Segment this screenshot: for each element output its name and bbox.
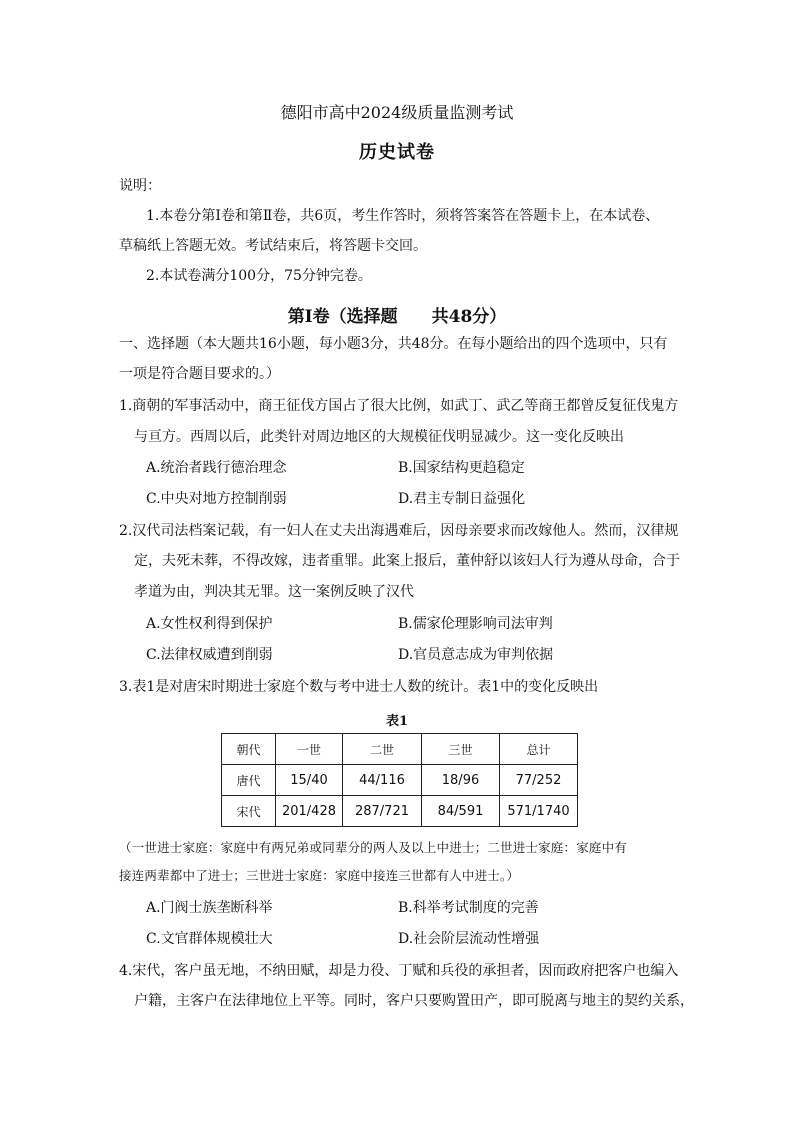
table-header-cell: 朝代: [222, 734, 276, 765]
part-1-title: 第Ⅰ卷（选择题 共48分）: [287, 307, 507, 327]
table-header-cell: 三世: [422, 734, 500, 765]
part-1-intro-line-2: 一项是符合题目要求的。）: [119, 366, 280, 382]
question-1-option-b[interactable]: B.国家结构更趋稳定: [398, 460, 525, 476]
table-row: [222, 765, 578, 796]
question-1-option-d[interactable]: D.君主专制日益强化: [398, 491, 526, 507]
table-cell: 15/40: [276, 765, 343, 796]
question-1-option-c[interactable]: C.中央对地方控制削弱: [146, 491, 287, 507]
table-cell: 201/428: [276, 796, 343, 827]
instruction-item-2: 2.本试卷满分100分，75分钟完卷。: [146, 268, 372, 284]
table-caption: 表1: [385, 714, 409, 729]
table-cell: 唐代: [222, 765, 276, 796]
table-header-cell: 二世: [343, 734, 422, 765]
table-cell: 44/116: [343, 765, 422, 796]
instructions-label: 说明：: [119, 178, 161, 194]
question-2-option-a[interactable]: A.女性权利得到保护: [146, 616, 273, 632]
question-1-stem-line-1: 1.商朝的军事活动中，商王征伐方国占了很大比例，如武丁、武乙等商王都曾反复征伐鬼方: [119, 398, 679, 414]
instruction-item-1-line-1: 1.本卷分第Ⅰ卷和第Ⅱ卷，共6页，考生作答时，须将答案答在答题卡上，在本试卷、: [146, 208, 660, 224]
question-2-option-d[interactable]: D.官员意志成为审判依据: [398, 647, 554, 663]
question-3-option-c[interactable]: C.文官群体规模壮大: [146, 931, 273, 947]
table-row: [222, 796, 578, 827]
table-note-line-2: 接连两辈都中了进士；三世进士家庭：家庭中接连三世都有人中进士。）: [119, 868, 520, 883]
exam-subject: 历史试卷: [359, 142, 435, 163]
question-1-option-a[interactable]: A.统治者践行德治理念: [146, 460, 287, 476]
table-note-line-1: （一世进士家庭：家庭中有两兄弟或同辈分的两人及以上中进士；二世进士家庭：家庭中有: [119, 840, 628, 855]
question-1-stem-line-2: 与亘方。西周以后，此类针对周边地区的大规模征伐明显减少。这一变化反映出: [134, 429, 624, 445]
question-3-option-d[interactable]: D.社会阶层流动性增强: [398, 931, 540, 947]
data-table: [221, 733, 578, 827]
question-3-option-b[interactable]: B.科举考试制度的完善: [398, 900, 539, 916]
table-header-cell: 总计: [500, 734, 578, 765]
table-cell: 287/721: [343, 796, 422, 827]
exam-title: 德阳市高中2024级质量监测考试: [280, 103, 514, 122]
question-3-stem: 3.表1是对唐宋时期进士家庭个数与考中进士人数的统计。表1中的变化反映出: [119, 679, 599, 695]
question-4-stem-line-2: 户籍，主客户在法律地位上平等。同时，客户只要购置田产，即可脱离与地主的契约关系，: [134, 993, 694, 1009]
question-2-option-b[interactable]: B.儒家伦理影响司法审判: [398, 616, 553, 632]
table-cell: 18/96: [422, 765, 500, 796]
part-1-intro-line-1: 一、选择题（本大题共16小题，每小题3分，共48分。在每小题给出的四个选项中，只有: [119, 336, 668, 352]
table-cell: 宋代: [222, 796, 276, 827]
question-4-stem-line-1: 4.宋代，客户虽无地，不纳田赋，却是力役、丁赋和兵役的承担者，因而政府把客户也编入: [119, 963, 679, 979]
question-2-option-c[interactable]: C.法律权威遭到削弱: [146, 647, 273, 663]
question-2-stem-line-2: 定，夫死未葬，不得改嫁，违者重罪。此案上报后，董仲舒以该妇人行为遵从母命，合于: [134, 553, 680, 569]
table-cell: 571/1740: [500, 796, 578, 827]
question-2-stem-line-3: 孝道为由，判决其无罪。这一案例反映了汉代: [134, 584, 414, 600]
instruction-item-1-line-2: 草稿纸上答题无效。考试结束后，将答题卡交回。: [119, 238, 427, 254]
table-cell: 77/252: [500, 765, 578, 796]
question-3-option-a[interactable]: A.门阀士族垄断科举: [146, 900, 273, 916]
question-2-stem-line-1: 2.汉代司法档案记载，有一妇人在丈夫出海遇难后，因母亲要求而改嫁他人。然而，汉律规: [119, 523, 679, 539]
table-header-row: [222, 734, 578, 765]
table-cell: 84/591: [422, 796, 500, 827]
table-header-cell: 一世: [276, 734, 343, 765]
